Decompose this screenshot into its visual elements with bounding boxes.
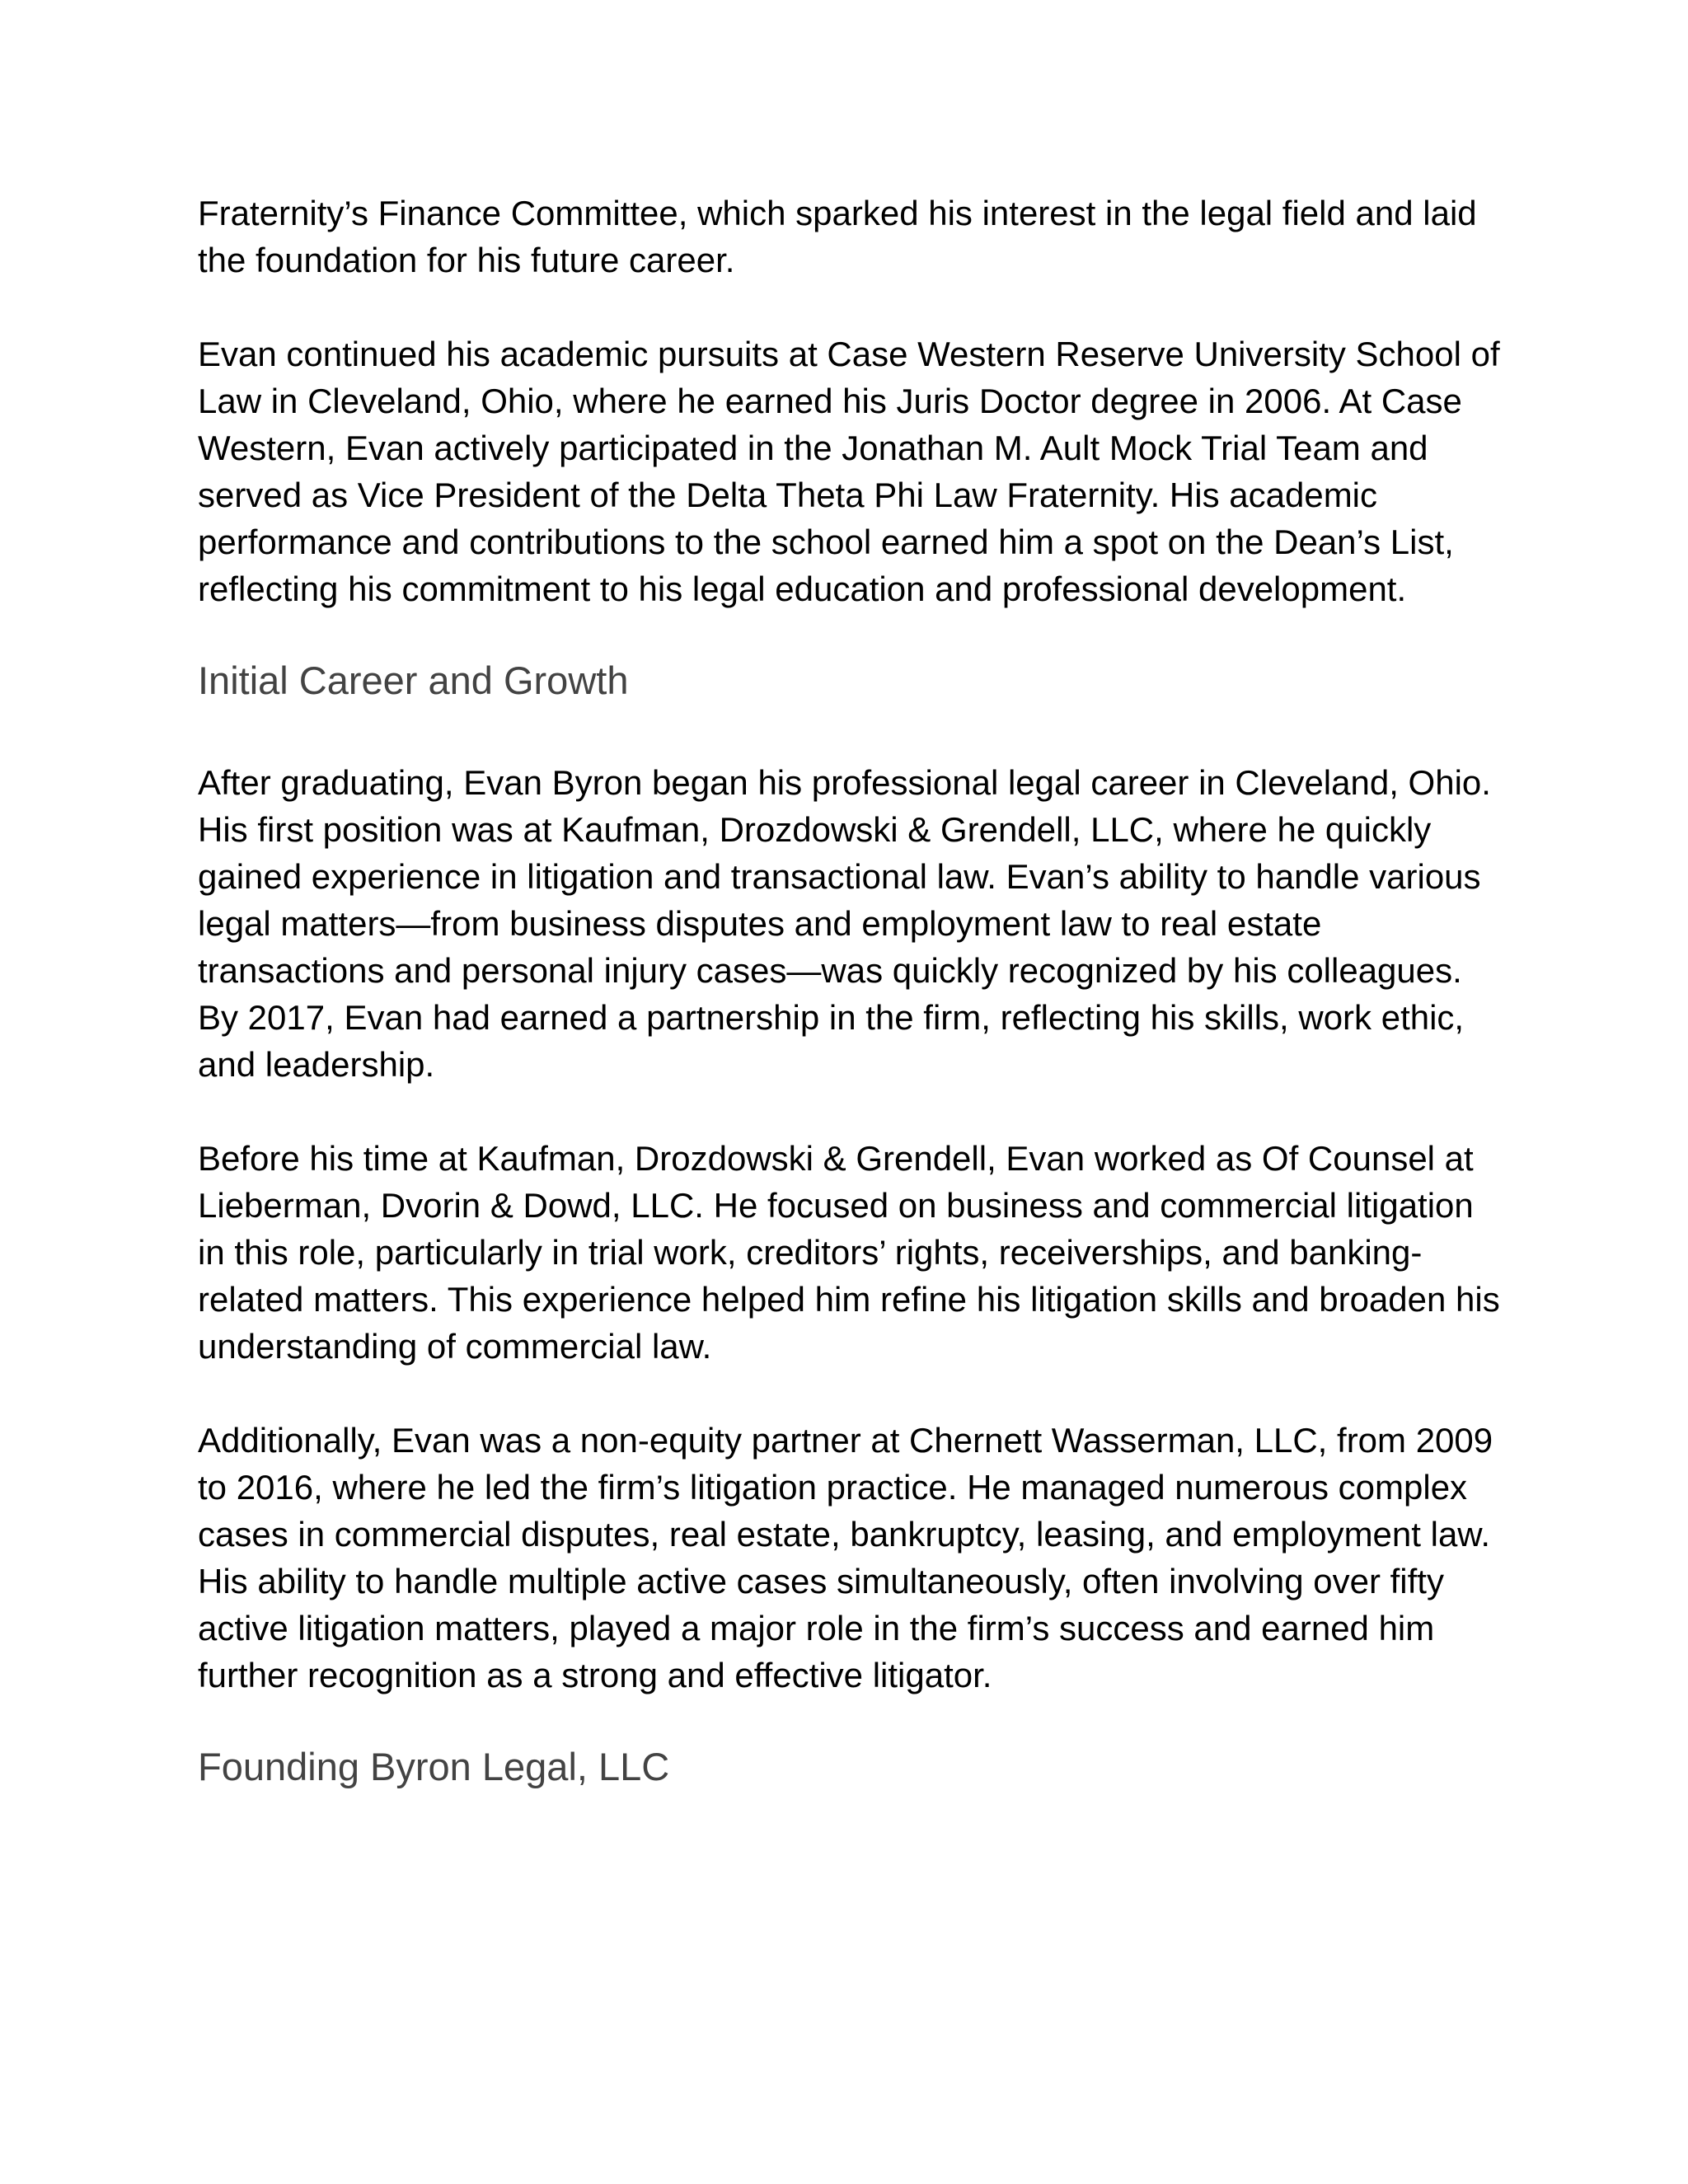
paragraph-law-school: Evan continued his academic pursuits at Case Western Reserve University School of Law in Cleveland, Ohio, where he earned his Juris Doctor degree in 2006. At Case Western, Evan actively participated in the Jonathan M. Ault Mock Trial Team and served as Vice President of the Delta Theta Phi Law Fraternity. His academic performance and contributions to the school earned him a spot on the Dean’s List, reflecting his commitment to his legal education and professional development.	[198, 335, 1500, 608]
paragraph-fraternity-finance: Fraternity’s Finance Committee, which sparked his interest in the legal field and laid the foundation for his future career.	[198, 194, 1477, 279]
heading-initial-career: Initial Career and Growth	[198, 658, 629, 702]
paragraph-non-equity-partner: Additionally, Evan was a non-equity partner at Chernett Wasserman, LLC, from 2009 to 2016, where he led the firm’s litigation practice. He managed numerous complex cases in commercial disputes, real estate, bankruptcy, leasing, and employment law. His ability to handle multiple active cases simultaneously, often involving over fifty active litigation matters, played a major role in the firm’s success and earned him further recognition as a strong and effective litigator.	[198, 1421, 1493, 1694]
document-page	[198, 190, 1500, 1790]
paragraph-first-position: After graduating, Evan Byron began his professional legal career in Cleveland, Ohio. His first position was at Kaufman, Drozdowski & Grendell, LLC, where he quickly gained experience in litigation and transactional law. Evan’s ability to handle various legal matters—from business disputes and employment law to real estate transactions and personal injury cases—was quickly recognized by his colleagues. By 2017, Evan had earned a partnership in the firm, reflecting his skills, work ethic, and leadership.	[198, 763, 1491, 1084]
heading-founding-byron-legal: Founding Byron Legal, LLC	[198, 1745, 670, 1788]
paragraph-of-counsel: Before his time at Kaufman, Drozdowski & Grendell, Evan worked as Of Counsel at Lieberman, Dvorin & Dowd, LLC. He focused on business and commercial litigation in this role, particularly in trial work, creditors’ rights, receiverships, and banking-related matters. This experience helped him refine his litigation skills and broaden his understanding of commercial law.	[198, 1139, 1500, 1366]
